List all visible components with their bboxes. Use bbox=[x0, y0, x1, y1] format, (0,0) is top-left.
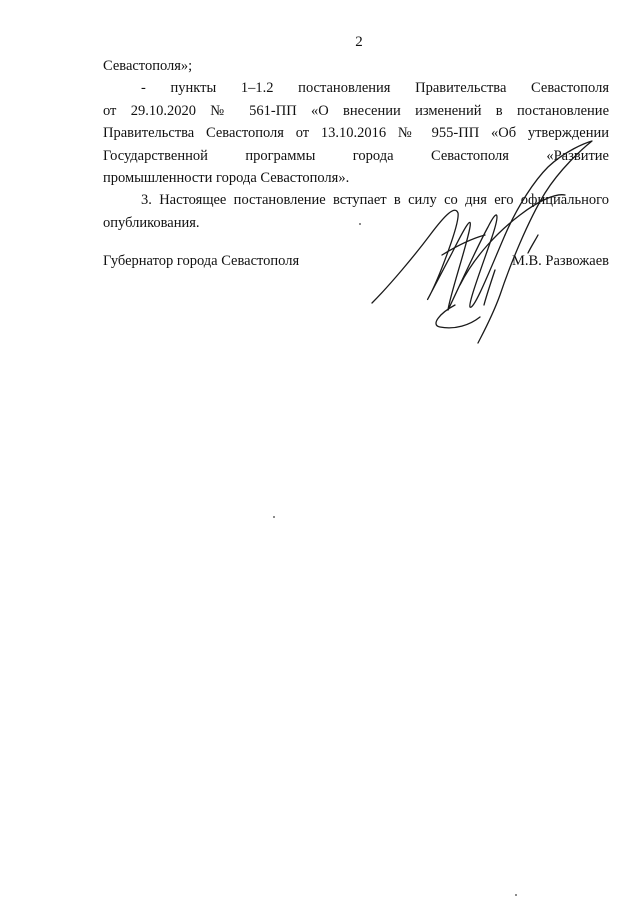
text-line-8: опубликования. bbox=[103, 214, 200, 231]
scan-speck bbox=[359, 223, 361, 225]
scan-speck bbox=[273, 516, 275, 518]
text-line-1: Севастополя»; bbox=[103, 58, 193, 74]
text-line-3: от 29.10.2020 № 561-ПП «О внесении изменений в постановление bbox=[103, 102, 609, 119]
signer-name: М.В. Развожаев bbox=[511, 253, 609, 269]
scan-speck bbox=[515, 894, 517, 896]
handwritten-signature bbox=[360, 135, 600, 350]
text-line-2: - пункты 1–1.2 постановления Правительства Севастополя bbox=[141, 80, 609, 97]
page-number: 2 bbox=[355, 34, 363, 50]
text-line-6: промышленности города Севастополя». bbox=[103, 170, 350, 187]
text-line-5: Государственной программы города Севастополя «Развитие bbox=[103, 147, 609, 164]
text-line-4: Правительства Севастополя от 13.10.2016 № 955-ПП «Об утверждении bbox=[103, 125, 609, 142]
signer-position: Губернатор города Севастополя bbox=[103, 253, 300, 269]
text-line-7: 3. Настоящее постановление вступает в силу со дня его официального bbox=[141, 192, 609, 209]
